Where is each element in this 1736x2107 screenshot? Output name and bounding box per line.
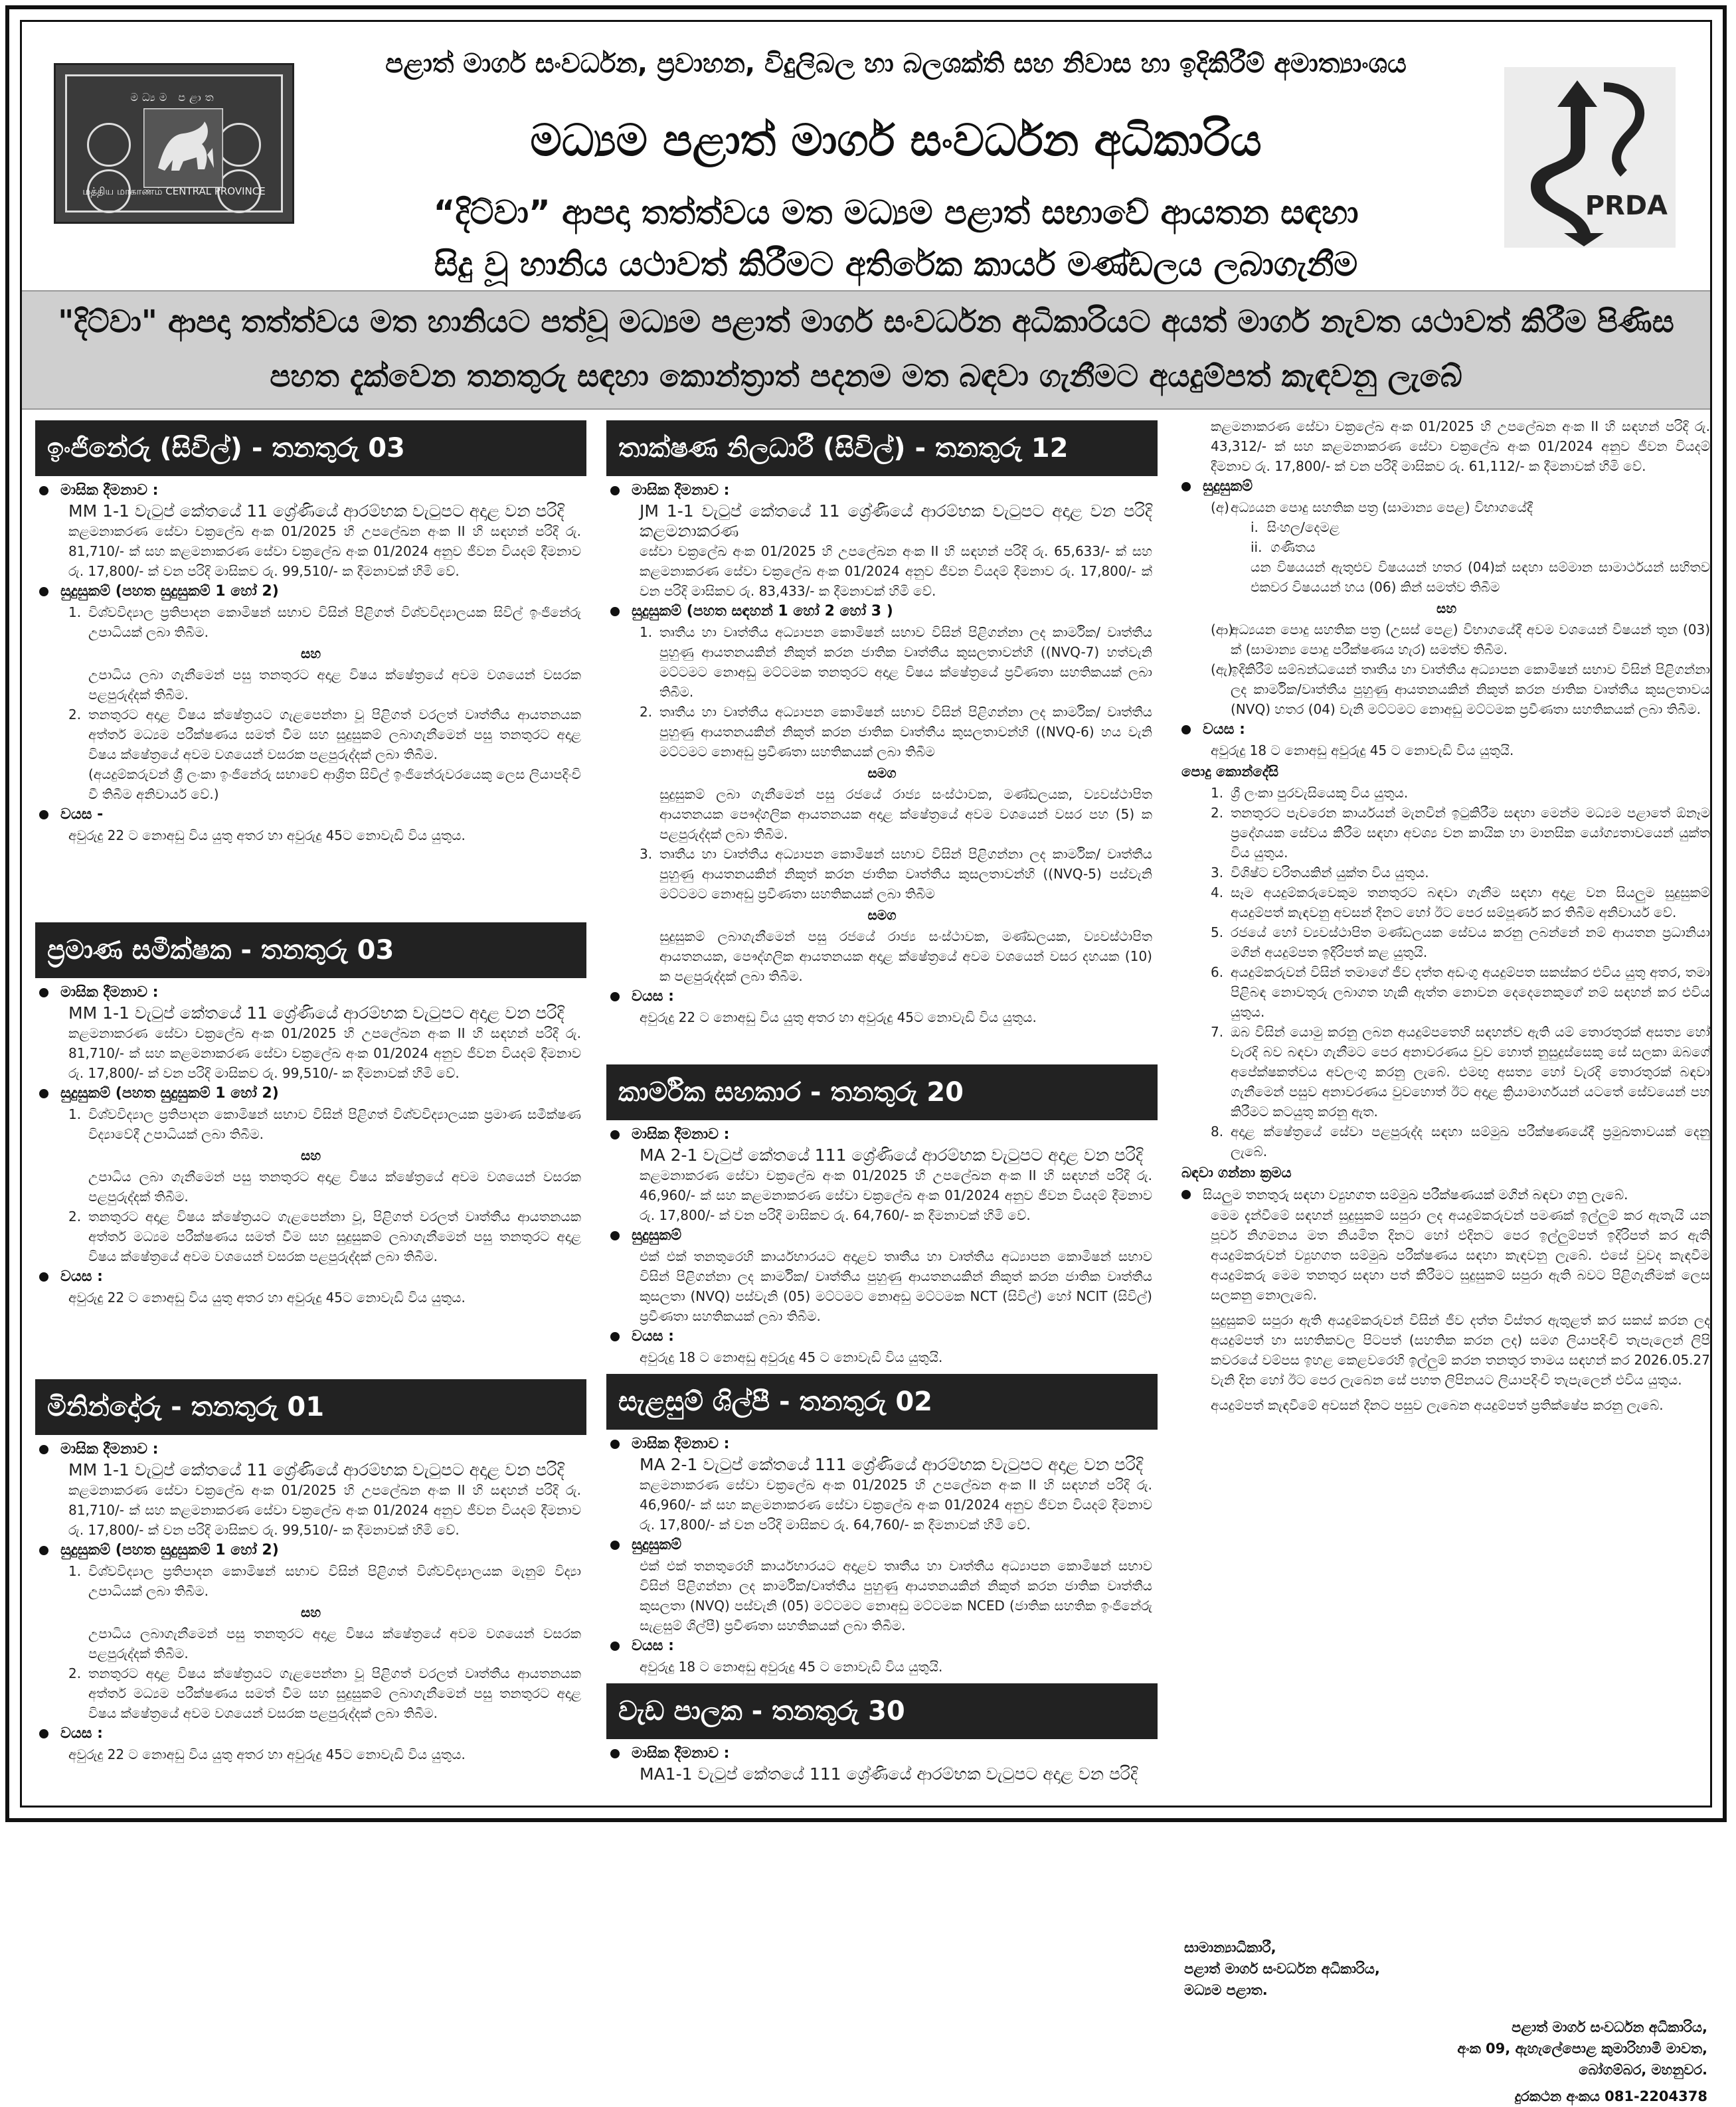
age-label: වයස : <box>1177 719 1715 740</box>
work-supervisor-continued <box>1177 416 1715 1415</box>
qualification-item: 1. විශ්වවිද්‍යාල ප්‍රතිපාදන කොමිෂන් සභාව විසින් පිළිගත් විශ්වවිද්‍යාලයක ප්‍රමාණ සමීක්ෂණ විද්‍යාවේදී උපාධියක් ලබා තිබීම. <box>68 1106 581 1142</box>
job-title-technical-officer: තාක්ෂණ නිලධාරී (සිවිල්) - තනතුරු 12 <box>606 420 1158 476</box>
subject-item <box>1177 537 1715 557</box>
with-label: සමග <box>867 765 897 781</box>
age-text: අවුරුදු 18 ට නොඅඩු අවුරුදු 45 ට නොවැඩි විය යුතුයි. <box>640 1659 943 1675</box>
qualification-item <box>1177 497 1715 517</box>
qualification-item <box>1177 659 1715 719</box>
general-condition-item <box>1177 883 1715 922</box>
technical-assistant-details <box>606 1124 1158 1367</box>
salary-text: කළමනාකරණ සේවා චක්‍රලේඛ අංක 01/2025 හි උපලේඛන අංක II හි සඳහන් පරිදි රු. 46,960/- ක් සහ කළමනාකරණ සේවා චක්‍රලේඛ අංක 01/2024 අනුව ජීවන වියදම් දීමනාව රු. 17,800/- ක් වන පරිදි මාසිකව රු. 64,760/- ක දීමනාවක් හිමි වේ. <box>640 1167 1152 1223</box>
subject-item <box>1177 517 1715 537</box>
address-line: පළාත් මාර්ග සංවර්ධන අධිකාරිය, <box>1512 2019 1707 2035</box>
advertisement-page <box>5 5 1727 2104</box>
work-supervisor-details <box>606 1743 1158 1784</box>
address-line: අංක 09, ඇහැලේපොළ කුමාරිහාමි මාවත, <box>1457 2041 1707 2057</box>
condition-text: තනතුරට පැවරෙන කාර්යයන් මැනවින් ඉටුකිරීම සඳහා මෙන්ම මධ්‍යම පළාතේ ඕනෑම ප්‍රදේශයක සේවය කිරීම සඳහා අවශ්‍ය වන කායික හා මානසික යෝග්‍යතාවයෙන් යුක්ත විය යුතුය. <box>1231 805 1710 861</box>
condition-number: 4. <box>1211 885 1224 900</box>
salary-label: මාසික දීමනාව : <box>35 480 586 501</box>
signatory-organization: පළාත් මාර්ග සංවර්ධන අධිකාරිය, <box>1184 1961 1380 1977</box>
general-conditions-list <box>1177 783 1715 1161</box>
item-marker: (ආ) <box>1211 622 1234 637</box>
column-2 <box>606 411 1158 1806</box>
qualification-subtext: යන විෂයයන් ඇතුළුව විෂයයන් හතර (04)ක් සඳහා සම්මාන සාමාර්ථයන් සහිතව එකවර විෂයයන් හය (06) කින් සමත්ව තිබීම <box>1251 559 1710 595</box>
qualification-item: 1. විශ්වවිද්‍යාල ප්‍රතිපාදන කොමිෂන් සභාව විසින් පිළිගත් විශ්වවිද්‍යාලයක සිවිල් ඉංජිනේරු උපාධියක් ලබා තිබීම. <box>68 604 581 640</box>
signatory-province: මධ්‍යම පළාත. <box>1184 1982 1268 1998</box>
condition-text: ශ්‍රී ලංකා පුරවැසියෙකු විය යුතුය. <box>1231 785 1409 801</box>
salary-label: මාසික දීමනාව : <box>606 1434 1158 1455</box>
qualifications-label: සුදුසුකම් <box>1177 476 1715 497</box>
general-conditions-title: පොදු කොන්දේසි <box>1181 764 1279 780</box>
phone-number: දුරකථන අංකය 081-2204378 <box>1514 2088 1707 2104</box>
membership-note: (අයදුම්කරුවන් ශ්‍රී ලංකා ඉංජිනේරු සභාවේ ආශ්‍රිත සිවිල් ඉංජිනේරුවරයෙකු ලෙස ලියාපදිංචි වී තිබීම අනිවාර්ය වේ.) <box>88 766 581 802</box>
signatory-title: සාමාන්‍යාධිකාරී, <box>1184 1940 1276 1956</box>
age-text: අවුරුදු 22 ට නොඅඩු විය යුතු අතර හා අවුරුදු 45ට නොවැඩි විය යුතුය. <box>68 1746 466 1762</box>
recruitment-paragraph: සුදුසුකම් සපුරා ඇති අයදුම්කරුවන් විසින් ජීව දත්ත විස්තර ඇතුළත් කර සකස් කරන ලද අයදුම්පත් හා සහතිකවල පිටපත් (සහතික කරන ලද) සමග ලියාපදිංචි තැපැලෙන් ලිපි කවරයේ වම්පස ඉහළ කෙළවරෙහි ඉල්ලුම් කරන තනතුර තාමය සඳහන් කර 2026.05.27 වැනි දින හෝ ඊට පෙර ලැබෙන සේ පහත ලිපිනයට ලියාපදිංචි තැපැලෙන් එවිය යුතුය. <box>1211 1312 1710 1388</box>
qualifications-label: සුදුසුකම් (පහත සඳහන් 1 හෝ 2 හෝ 3 ) <box>606 601 1158 622</box>
age-label: වයස : <box>606 986 1158 1007</box>
salary-text: කළමනාකරණ සේවා චක්‍රලේඛ අංක 01/2025 හි උපලේඛන අංක II හි සඳහන් පරිදි රු. 81,710/- ක් සහ කළමනාකරණ සේවා චක්‍රලේඛ අංක 01/2024 අනුව ජීවන වියදම් දීමනාව රු. 17,800/- ක් වන පරිදි මාසිකව රු. 99,510/- ක දීමනාවක් හිමි වේ. <box>68 1025 581 1081</box>
item-marker: (අ) <box>1211 499 1229 515</box>
salary-label: මාසික දීමනාව : <box>606 1124 1158 1145</box>
age-label: වයස : <box>606 1636 1158 1657</box>
age-text: අවුරුදු 18 ට නොඅඩු අවුරුදු 45 ට නොවැඩි විය යුතුයි. <box>1211 742 1514 758</box>
header <box>22 22 1710 288</box>
age-text: අවුරුදු 22 ට නොඅඩු විය යුතු අතර හා අවුරුදු 45ට නොවැඩි විය යුතුය. <box>68 827 466 843</box>
qualification-text: තෘතීය හා වෘත්තීය අධ්‍යාපන කොමිෂන් සභාව විසින් පිළිගන්නා ලද කාර්මික/ වෘත්තීය පුහුණු ආයතනයකින් නිකුත් කරන ජාතික වෘත්තීය කුසලතාවන්හි ((NVQ-6) හය වැනි මට්ටමට නොඅඩු ප්‍රවීණතා සහතිකයක් ලබා තිබීම <box>659 704 1152 760</box>
ornament-icon <box>217 123 261 167</box>
qualification-text: ඉදිකිරීම් සම්බන්ධයෙන් තෘතීය හා වෘත්තීය අධ්‍යාපන කොමිෂන් සභාව විසින් පිළිගන්නා ලද කාර්මික/වෘත්තීය පුහුණු ආයතනයකින් නිකුත් කරන ජාතික වෘත්තීය කුසලතාවය (NVQ) හතර (04) වැනි මට්ටමට නොඅඩු මට්ටමක ප්‍රවීණතා සහතිකයක් ලබා තිබීම. <box>1231 661 1710 717</box>
age-text: අවුරුදු 18 ට නොඅඩු අවුරුදු 45 ට නොවැඩි විය යුතුයි. <box>640 1349 943 1365</box>
salary-head: JM 1-1 වැටුප් කේතයේ 11 ශ්‍රේණියේ ආරම්භක වැටුපට අදාළ වන පරිදි කළමනාකරණ <box>640 501 1152 541</box>
general-condition-item <box>1177 1022 1715 1122</box>
qualification-item: 1. තෘතීය හා වෘත්තීය අධ්‍යාපන කොමිෂන් සභාව විසින් පිළිගන්නා ලද කාර්මික/ වෘත්තීය පුහුණු ආයතනයකින් නිකුත් කරන ජාතික වෘත්තීය කුසලතාවන්හි ((NVQ-7) හත්වැනි මට්ටමට නොඅඩු මට්ටමක තනතුරට අදාළ විෂය ක්ෂේත්‍රයේ ප්‍රවීණතා සහතිකයක් ලබා තිබීම. <box>640 624 1152 700</box>
signature-block <box>1184 1937 1715 2001</box>
qualifications-label: සුදුසුකම් <box>606 1225 1158 1246</box>
salary-head: MM 1-1 වැටුප් කේතයේ 11 ශ්‍රේණියේ ආරම්භක වැටුපට අදාළ වන පරිදි <box>68 501 564 521</box>
salary-label: මාසික දීමනාව : <box>606 480 1158 501</box>
age-label: වයස - <box>35 804 586 825</box>
qualification-text: තෘතීය හා වෘත්තීය අධ්‍යාපන කොමිෂන් සභාව විසින් පිළිගන්නා ලද කාර්මික/ වෘත්තීය පුහුණු ආයතනයකින් නිකුත් කරන ජාතික වෘත්තීය කුසලතාවන්හි ((NVQ-5) පස්වැනි මට්ටමට නොඅඩු ප්‍රවීණතා සහතිකයක් ලබා තිබීම <box>659 846 1152 902</box>
qualification-subtext: සුදුසුකම් ලබා ගැනීමෙන් පසු රජයේ රාජ්‍ය සංස්ථාවක, මණ්ඩලයක, ව්‍යවස්ථාපිත ආයතනයක පෞද්ගලික ආයතනයක අදාළ ක්ෂේත්‍රයේ අවම වශයෙන් වසර පහ (5) ක පළපුරුද්දක් ලබා තිබීම. <box>659 786 1152 842</box>
general-condition-item <box>1177 1122 1715 1161</box>
qualification-subtext: සුදුසුකම් ලබාගැනීමෙන් පසු රජයේ රාජ්‍ය සංස්ථාවක, මණ්ඩලයක, ව්‍යවස්ථාපිත ආයතනයක, පෞද්ගලික ආයතනයක අදාළ ක්ෂේත්‍රයේ අවම වශයෙන් වසර දහයක (10) ක පළපුරුද්දක් ලබා තිබීම. <box>659 928 1152 984</box>
subject-text: සිංහල/දෙමළ <box>1266 519 1340 535</box>
salary-text: සේවා චක්‍රලේඛ අංක 01/2025 හි උපලේඛන අංක II හි සඳහන් පරිදි රු. 65,633/- ක් සහ කළමනාකරණ සේවා චක්‍රලේඛ අංක 01/2024 අනුව ජීවන වියදම් දීමනාව රු. 17,800/- ක් වන පරිදි මාසිකව රු. 83,433/- ක දීමනාවක් හිමි වේ. <box>640 543 1152 599</box>
condition-number: 5. <box>1211 924 1224 940</box>
condition-number: 3. <box>1211 865 1224 881</box>
condition-number: 6. <box>1211 964 1224 980</box>
condition-number: 7. <box>1211 1024 1224 1040</box>
salary-text: කළමනාකරණ සේවා චක්‍රලේඛ අංක 01/2025 හි උපලේඛන අංක II හි සඳහන් පරිදි රු. 81,710/- ක් සහ කළමනාකරණ සේවා චක්‍රලේඛ අංක 01/2024 අනුව ජීවන වියදම් දීමනාව රු. 17,800/- ක් වන පරිදි මාසිකව රු. 99,510/- ක දීමනාවක් හිමි වේ. <box>68 1482 581 1538</box>
condition-text: විශිෂ්ට චරිතයකින් යුක්ත විය යුතුය. <box>1231 865 1429 881</box>
qualification-item: 2. තනතුරට අදාළ විෂය ක්ෂේත්‍රයට ගැළපෙන්නා වූ පිළිගත් වරලත් වෘත්තීය ආයතනයක අත්තර් මධ්‍යම පරීක්ෂණය සමත් වීම සහ සුදුසුකම් ලබාගැනීමෙන් පසු තනතුරට අදාළ විෂය ක්ෂේත්‍රයේ අවම වශයෙන් වසරක පළපුරුද්දක් ලබා තිබීම. <box>68 1665 581 1721</box>
condition-text: අයදුම්කරුවන් විසින් තමාගේ ජීව දත්ත අඩංගු අයදුම්පත සකස්කර එවිය යුතු අතර, තමා පිළිබඳ නොවතුරු ලබාගත හැකි ඇත්ත නොවන දෙදෙනෙකුගේ නම් සඳහන් කර එවිය යුතුය. <box>1231 964 1710 1020</box>
qualification-item: 2. තනතුරට අදාළ විෂය ක්ෂේත්‍රයට ගැළපෙන්නා වූ, පිළිගත් වරලත් වෘත්තීය ආයතනයක අත්තර් මධ්‍යම පරීක්ෂණය සමත් වීම සහ සුදුසුකම් ලබාගැනීමෙන් පසු තනතුරට අදාළ විෂය ක්ෂේත්‍රයේ අවම වශයෙන් වසරක පළපුරුද්දක් ලබා තිබීම. <box>68 1209 581 1264</box>
announcement-line1: "දිට්වා" ආපදා තත්ත්වය මත හානියට පත්වූ මධ්‍යම පළාත් මාර්ග සංවර්ධන අධිකාරියට අයත් මාර්ග නැවත යථාවත් කිරීම පිණිස <box>58 303 1674 339</box>
age-label: වයස : <box>606 1326 1158 1347</box>
qualifications-label: සුදුසුකම් (පහත සුදුසුකම් 1 හෝ 2) <box>35 581 586 602</box>
draughtsman-details <box>606 1434 1158 1677</box>
salary-head: MA1-1 වැටුප් කේතයේ 111 ශ්‍රේණියේ ආරම්භක වැටුපට අදාළ වන පරිදි <box>640 1764 1138 1784</box>
notice-title-line2: සිදු වූ හානිය යථාවත් කිරීමට අතිරේක කාර්ය මණ්ඩලය ලබාගැනීම <box>434 245 1358 284</box>
qualification-text: එක් එක් තනතුරෙහි කාර්යභාරයට අදාළව තෘතීය හා වෘත්තීය අධ්‍යාපන කොමිෂන් සභාව විසින් පිළිගන්නා ලද කාර්මික/ වෘත්තීය පුහුණු ආයතනයකින් නිකුත් කරන ජාතික වෘත්තීය කුසලතා (NVQ) පස්වැනි (05) මට්ටමට නොඅඩු මට්ටමක NCT (සිවිල්) හෝ NCIT (සිවිල්) ප්‍රවීණතා සහතිකයක් ලබා තිබීම. <box>640 1248 1152 1324</box>
condition-text: රජයේ හෝ ව්‍යවස්ථාපිත මණ්ඩලයක සේවය කරනු ලබන්නේ නම් ආයතන ප්‍රධානියා මගින් අයදුම්පත ඉදිරිපත් කළ යුතුයි. <box>1231 924 1710 960</box>
subject-text: ගණිතය <box>1270 539 1316 555</box>
technical-officer-details <box>606 480 1158 1027</box>
announcement-line2: පහත දැක්වෙන තනතුරු සඳහා කොන්ත්‍රාත් පදනම මත බඳවා ගැනීමට අයදුම්පත් කැඳවනු ලැබේ <box>270 358 1462 394</box>
qualification-text: තනතුරට අදාළ විෂය ක්ෂේත්‍රයට ගැළපෙන්නා වූ පිළිගත් වරලත් වෘත්තීය ආයතනයක අත්තර් මධ්‍යම පරීක්ෂණය සමත් වීම සහ සුදුසුකම් ලබාගැනීමෙන් පසු තනතුරට අදාළ විෂය ක්ෂේත්‍රයේ අවම වශයෙන් වසරක පළපුරුද්දක් ලබා තිබීම. <box>88 1665 581 1721</box>
announcement-band <box>22 290 1710 410</box>
and-label: සහ <box>300 645 321 661</box>
qualification-text: තනතුරට අදාළ විෂය ක්ෂේත්‍රයට ගැළපෙන්නා වූ පිළිගත් වරලත් වෘත්තීය ආයතනයක අත්තර් මධ්‍යම පරීක්ෂණය සමත් වීම සහ සුදුසුකම් ලබාගැනීමෙන් පසු තනතුරට අදාළ විෂය ක්ෂේත්‍රයේ අවම වශයෙන් වසරක පළපුරුද්දක් ලබා තිබීම. <box>88 707 581 762</box>
salary-label: මාසික දීමනාව : <box>35 1439 586 1460</box>
age-text: අවුරුදු 22 ට නොඅඩු විය යුතු අතර හා අවුරුදු 45ට නොවැඩි විය යුතුය. <box>68 1290 466 1306</box>
condition-text: අදාළ ක්ෂේත්‍රයේ සේවා පළපුරුද්ද සඳහා සම්මුඛ පරීක්ෂණයේදී ප්‍රමුඛතාවයක් දෙනු ලැබේ. <box>1231 1124 1710 1159</box>
authority-title: මධ්‍යම පළාත් මාර්ග සංවර්ධන අධිකාරිය <box>530 115 1262 166</box>
and-label: සහ <box>1436 600 1457 616</box>
quantity-surveyor-details <box>35 982 586 1307</box>
job-title-engineer: ඉංජිනේරු (සිවිල්) - තනතුරු 03 <box>35 420 586 476</box>
salary-text: කළමනාකරණ සේවා චක්‍රලේඛ අංක 01/2025 හි උපලේඛන අංක II හි සඳහන් පරිදි රු. 81,710/- ක් සහ කළමනාකරණ සේවා චක්‍රලේඛ අංක 01/2024 අනුව ජීවන වියදම් දීමනාව රු. 17,800/- ක් වන පරිදි මාසිකව රු. 99,510/- ක දීමනාවක් හිමි වේ. <box>68 523 581 579</box>
condition-text: ඔබ විසින් යොමු කරනු ලබන අයදුම්පතෙහි සඳහන්ව ඇති යම් තොරතුරක් අසත්‍ය හෝ වැරදි බව බඳවා ගැනීමට පෙර අනාවරණය වුව හොත් නුසුදුස්සෙකු සේ සලකා ඔබගේ අපේක්ෂකත්වය අවලංගු කරනු ලැබේ. එමඟු අසත්‍ය හෝ වැරදි තොරතුරක් බඳවා ගැනීමෙන් පසුව අනාවරණය වුවහොත් ඊට අදාළ ක්‍රියාමාර්ගයන් යටතේ සේවයෙන් පහ කිරීමට කටයුතු කරනු ඇත. <box>1231 1024 1710 1120</box>
general-condition-item <box>1177 783 1715 803</box>
qualification-item: 2. තෘතීය හා වෘත්තීය අධ්‍යාපන කොමිෂන් සභාව විසින් පිළිගන්නා ලද කාර්මික/ වෘත්තීය පුහුණු ආයතනයකින් නිකුත් කරන ජාතික වෘත්තීය කුසලතාවන්හි ((NVQ-6) හය වැනි මට්ටමට නොඅඩු ප්‍රවීණතා සහතිකයක් ලබා තිබීම <box>640 704 1152 760</box>
job-title-draughtsman: සැළසුම් ශිල්පී - තනතුරු 02 <box>606 1374 1158 1430</box>
qualification-item: 2. තනතුරට අදාළ විෂය ක්ෂේත්‍රයට ගැළපෙන්නා වූ පිළිගත් වරලත් වෘත්තීය ආයතනයක අත්තර් මධ්‍යම පරීක්ෂණය සමත් වීම සහ සුදුසුකම් ලබාගැනීමෙන් පසු තනතුරට අදාළ විෂය ක්ෂේත්‍රයේ අවම වශයෙන් වසරක පළපුරුද්දක් ලබා තිබීම. <box>68 707 581 762</box>
recruitment-text: සියලුම තනතුරු සඳහා ව්‍යුහගත සම්මුඛ පරීක්ෂණයක් මගින් බඳවා ගනු ලැබේ. <box>1203 1187 1628 1203</box>
general-condition-item <box>1177 922 1715 962</box>
age-label: වයස : <box>35 1723 586 1744</box>
qualification-text: විශ්වවිද්‍යාල ප්‍රතිපාදන කොමිෂන් සභාව විසින් පිළිගත් විශ්වවිද්‍යාලයක මැනුම් විද්‍යා උපාධියක් ලබා තිබීම. <box>88 1563 581 1599</box>
job-title-technical-assistant: කාර්මික සහකාර - තනතුරු 20 <box>606 1064 1158 1120</box>
job-title-work-supervisor: වැඩ පාලක - තනතුරු 30 <box>606 1683 1158 1739</box>
qualification-item <box>1177 620 1715 659</box>
qualifications-label: සුදුසුකම් (පහත සුදුසුකම් 1 හෝ 2) <box>35 1540 586 1561</box>
advertisement-frame <box>20 20 1712 2104</box>
condition-number: 8. <box>1211 1124 1224 1139</box>
recruitment-item <box>1177 1184 1715 1205</box>
qualification-text: තනතුරට අදාළ විෂය ක්ෂේත්‍රයට ගැළපෙන්නා වූ, පිළිගත් වරලත් වෘත්තීය ආයතනයක අත්තර් මධ්‍යම පරීක්ෂණය සමත් වීම සහ සුදුසුකම් ලබාගැනීමෙන් පසු තනතුරට අදාළ විෂය ක්ෂේත්‍රයේ අවම වශයෙන් වසරක පළපුරුද්දක් ලබා තිබීම. <box>88 1209 581 1264</box>
job-title-quantity-surveyor: ප්‍රමාණ සමීක්ෂක - තනතුරු 03 <box>35 922 586 978</box>
prda-logo <box>1504 67 1676 248</box>
qualifications-label: සුදුසුකම් <box>606 1535 1158 1556</box>
recruitment-paragraph: මෙම දැන්වීමේ සඳහන් සුදුසුකම් සපුරා ලද අයදුම්කරුවන් පමණක් ඉල්ලුම් කර ඇතැයි යන පූර්ව නිගමනය මත නියමිත දිනට හෝ එදිනට පෙර ඉල්ලුම්පත් ඉදිරිපත් කර ඇති අයදුම්කරුවන් ව්‍යුහගත සම්මුඛ පරීක්ෂණය සඳහා කැඳවනු ලැබේ. එසේ වුවද කැඳවීම අයදුම්කරු මෙම තනතුර සඳහා පත් කිරීමට සුදුසුකම් සපුරා ඇති බවට පිළිගැනීමක් ලෙස සලකනු නොලැබේ. <box>1211 1207 1710 1303</box>
qualification-item: 1. විශ්වවිද්‍යාල ප්‍රතිපාදන කොමිෂන් සභාව විසින් පිළිගත් විශ්වවිද්‍යාලයක මැනුම් විද්‍යා උපාධියක් ලබා තිබීම. <box>68 1563 581 1599</box>
qualifications-label: සුදුසුකම් (පහත සුදුසුකම් 1 හෝ 2) <box>35 1083 586 1104</box>
notice-title-line1: “දිට්වා” ආපදා තත්ත්වය මත මධ්‍යම පළාත් සභාවේ ආයතන සඳහා <box>433 193 1359 232</box>
item-marker: ii. <box>1251 539 1262 555</box>
item-marker: (ඇ) <box>1211 661 1233 677</box>
recruitment-paragraph: අයදුම්පත් කැඳවීමේ අවසන් දිනට පසුව ලැබෙන අයදුම්පත් ප්‍රතික්ෂේප කරනු ලැබේ. <box>1211 1397 1664 1413</box>
address-block <box>1177 2017 1707 2107</box>
salary-label: මාසික දීමනාව : <box>606 1743 1158 1764</box>
salary-head: MM 1-1 වැටුප් කේතයේ 11 ශ්‍රේණියේ ආරම්භක වැටුපට අදාළ වන පරිදි <box>68 1460 564 1479</box>
with-label: සමග <box>867 907 897 923</box>
qualification-subtext: උපාධිය ලබා ගැනීමෙන් පසු තනතුරට අදාළ විෂය ක්ෂේත්‍රයේ අවම වශයෙන් වසරක පළපුරුද්දක් තිබීම. <box>88 667 581 703</box>
recruitment-method-title: බඳවා ගන්නා ක්‍රමය <box>1181 1165 1292 1181</box>
general-condition-item <box>1177 863 1715 883</box>
qualification-text: අධ්‍යයන පොදු සහතික පත්‍ර (සාමාන්‍ය පෙළ) විභාගයේදී <box>1231 499 1533 515</box>
engineer-details <box>35 480 586 845</box>
condition-number: 1. <box>1211 785 1224 801</box>
surveyor-details <box>35 1439 586 1764</box>
item-marker: i. <box>1251 519 1259 535</box>
salary-head: MA 2-1 වැටුප් කේතයේ 111 ශ්‍රේණියේ ආරම්භක වැටුපට අදාළ වන පරිදි <box>640 1455 1144 1474</box>
general-condition-item <box>1177 962 1715 1022</box>
qualification-text: එක් එක් තනතුරෙහි කාර්යභාරයට අදාළව තෘතීය හා වෘත්තීය අධ්‍යාපන කොමිෂන් සභාව විසින් පිළිගන්නා ලද කාර්මික/වෘත්තීය පුහුණු ආයතනයකින් නිකුත් කරන ජාතික වෘත්තීය කුසලතා (NVQ) පස්වැනි (05) මට්ටමට නොඅඩු මට්ටමක NCED (ජාතික සහතික ඉංජිනේරු සැළසුම් ශිල්පී) ප්‍රවීණතා සහතිකයක් ලබා තිබීම. <box>640 1558 1152 1634</box>
and-label: සහ <box>300 1604 321 1620</box>
column-3 <box>1177 411 1715 2104</box>
job-title-surveyor: මිනින්දෝරු - තනතුරු 01 <box>35 1379 586 1435</box>
salary-head: MM 1-1 වැටුප් කේතයේ 11 ශ්‍රේණියේ ආරම්භක වැටුපට අදාළ වන පරිදි <box>68 1003 564 1023</box>
qualification-subtext: උපාධිය ලබා ගැනීමෙන් පසු තනතුරට අදාළ විෂය ක්ෂේත්‍රයේ අවම වශයෙන් වසරක පළපුරුද්දක් තිබීම. <box>88 1169 581 1205</box>
central-province-emblem <box>54 63 294 224</box>
address-line: බෝගම්බර, මහනුවර. <box>1579 2062 1707 2078</box>
lion-icon <box>143 108 223 188</box>
qualification-text: විශ්වවිද්‍යාල ප්‍රතිපාදන කොමිෂන් සභාව විසින් පිළිගත් විශ්වවිද්‍යාලයක ප්‍රමාණ සමීක්ෂණ විද්‍යාවේදී උපාධියක් ලබා තිබීම. <box>88 1106 581 1142</box>
salary-label: මාසික දීමනාව : <box>35 982 586 1003</box>
condition-number: 2. <box>1211 805 1224 821</box>
age-text: අවුරුදු 22 ට නොඅඩු විය යුතු අතර හා අවුරුදු 45ට නොවැඩි විය යුතුය. <box>640 1009 1037 1025</box>
qualification-text: විශ්වවිද්‍යාල ප්‍රතිපාදන කොමිෂන් සභාව විසින් පිළිගත් විශ්වවිද්‍යාලයක සිවිල් ඉංජිනේරු උපාධියක් ලබා තිබීම. <box>88 604 581 640</box>
emblem-caption: மத்திய மாகாணம் CENTRAL PROVINCE <box>82 185 266 197</box>
qualification-text: තෘතීය හා වෘත්තීය අධ්‍යාපන කොමිෂන් සභාව විසින් පිළිගන්නා ලද කාර්මික/ වෘත්තීය පුහුණු ආයතනයකින් නිකුත් කරන ජාතික වෘත්තීය කුසලතාවන්හි ((NVQ-7) හත්වැනි මට්ටමට නොඅඩු මට්ටමක තනතුරට අදාළ විෂය ක්ෂේත්‍රයේ ප්‍රවීණතා සහතිකයක් ලබා තිබීම. <box>659 624 1152 700</box>
ministry-title: පළාත් මාර්ග සංවර්ධන, ප්‍රවාහන, විදුලිබල හා බලශක්ති සහ නිවාස හා ඉදිකිරීම් අමාත්‍යාංශය <box>385 48 1407 79</box>
general-condition-item <box>1177 803 1715 863</box>
prda-logo-text: PRDA <box>1585 191 1668 221</box>
salary-head: MA 2-1 වැටුප් කේතයේ 111 ශ්‍රේණියේ ආරම්භක වැටුපට අදාළ වන පරිදි <box>640 1145 1144 1165</box>
condition-text: සෑම අයදුම්කරුවෙකුම තනතුරට බඳවා ගැනීම සඳහා අදාළ වන සියලුම සුදුසුකම් අයදුම්පත් කැඳවනු අවසන් දිනට හෝ ඊට පෙර සම්පූර්ණ කර තිබීම අනිවාර්ය වේ. <box>1231 885 1710 920</box>
and-label: සහ <box>300 1147 321 1163</box>
salary-text: කළමනාකරණ සේවා චක්‍රලේඛ අංක 01/2025 හි උපලේඛන අංක II හි සඳහන් පරිදි රු. 46,960/- ක් සහ කළමනාකරණ සේවා චක්‍රලේඛ අංක 01/2024 අනුව ජීවන වියදම් දීමනාව රු. 17,800/- ක් වන පරිදි මාසිකව රු. 64,760/- ක දීමනාවක් හිමි වේ. <box>640 1477 1152 1533</box>
emblem-top-text: මධ්‍යම පළාත <box>130 91 218 104</box>
column-1 <box>35 411 586 1806</box>
qualification-text: අධ්‍යයන පොදු සහතික පත්‍ර (උසස් පෙළ) විභාගයේදී අවම වශයෙන් විෂයන් තුන (03) ක් (සාමාන්‍ය පොදු පරීක්ෂණය හැර) සමත්ව තිබීම. <box>1231 622 1710 657</box>
ornament-icon <box>87 123 131 167</box>
salary-text: කළමනාකරණ සේවා චක්‍රලේඛ අංක 01/2025 හි උපලේඛන අංක II හි සඳහන් පරිදි රු. 43,312/- ක් සහ කළමනාකරණ සේවා චක්‍රලේඛ අංක 01/2024 අනුව ජීවන වියදම් දීමනාව රු. 17,800/- ක් වන පරිදි මාසිකව රු. 61,112/- ක දීමනාවක් හිමි වේ. <box>1211 418 1710 474</box>
qualification-subtext: උපාධිය ලබාගැනීමෙන් පසු තනතුරට අදාළ විෂය ක්ෂේත්‍රයේ අවම වශයෙන් වසරක පළපුරුද්දක් තිබීම. <box>88 1626 581 1661</box>
age-label: වයස : <box>35 1266 586 1288</box>
qualification-item: 3. තෘතීය හා වෘත්තීය අධ්‍යාපන කොමිෂන් සභාව විසින් පිළිගන්නා ලද කාර්මික/ වෘත්තීය පුහුණු ආයතනයකින් නිකුත් කරන ජාතික වෘත්තීය කුසලතාවන්හි ((NVQ-5) පස්වැනි මට්ටමට නොඅඩු ප්‍රවීණතා සහතිකයක් ලබා තිබීම <box>640 846 1152 902</box>
emblem-frame <box>65 74 283 212</box>
